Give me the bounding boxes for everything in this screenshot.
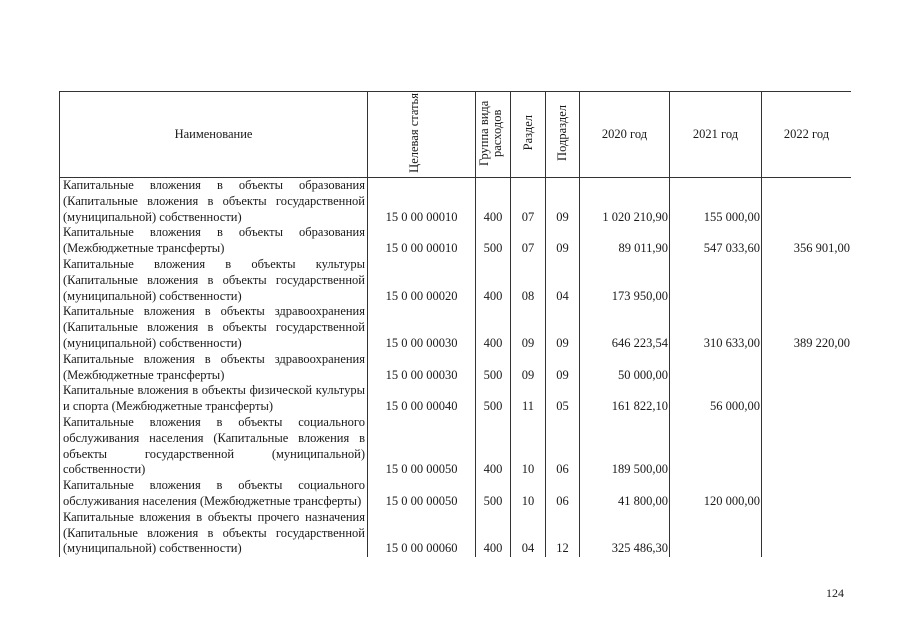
row-name: Капитальные вложения в объекты социального обслуживания населения (Межбюджетные трансферты) [60,478,368,510]
row-value-2021 [670,257,762,304]
header-name: Наименование [60,92,368,178]
row-section: 10 [511,415,546,478]
row-value-2021: 155 000,00 [670,178,762,226]
row-value-2020: 325 486,30 [580,510,670,557]
row-value-2022: 356 901,00 [762,225,852,257]
row-section: 11 [511,383,546,415]
row-expense-group: 400 [476,304,511,351]
row-subsection: 09 [546,352,580,384]
row-value-2020: 189 500,00 [580,415,670,478]
row-value-2020: 89 011,90 [580,225,670,257]
row-target-article: 15 0 00 00040 [368,383,476,415]
row-value-2020: 50 000,00 [580,352,670,384]
row-expense-group: 500 [476,352,511,384]
budget-table-sheet [59,91,851,579]
row-expense-group: 400 [476,257,511,304]
row-value-2022 [762,257,852,304]
row-section: 09 [511,352,546,384]
row-subsection: 09 [546,304,580,351]
row-target-article: 15 0 00 00050 [368,415,476,478]
row-expense-group: 400 [476,510,511,557]
row-expense-group: 500 [476,225,511,257]
table-row [60,415,852,478]
row-target-article: 15 0 00 00030 [368,352,476,384]
row-value-2022 [762,178,852,226]
row-subsection: 04 [546,257,580,304]
row-value-2020: 41 800,00 [580,478,670,510]
table-row [60,225,852,257]
row-section: 10 [511,478,546,510]
row-target-article: 15 0 00 00060 [368,510,476,557]
row-value-2021: 120 000,00 [670,478,762,510]
table-row [60,352,852,384]
row-value-2022 [762,383,852,415]
row-value-2020: 161 822,10 [580,383,670,415]
header-section: Раздел [511,92,546,178]
table-body [60,178,852,558]
page-number: 124 [826,586,844,600]
row-target-article: 15 0 00 00010 [368,225,476,257]
row-name: Капитальные вложения в объекты социального обслуживания населения (Капитальные вложения в объекты государственной (муниципальной) собственности) [60,415,368,478]
row-value-2021 [670,352,762,384]
row-expense-group: 400 [476,415,511,478]
row-section: 04 [511,510,546,557]
row-value-2021: 56 000,00 [670,383,762,415]
row-value-2022: 389 220,00 [762,304,852,351]
row-section: 09 [511,304,546,351]
header-target-article: Целевая статья [368,92,476,178]
row-value-2021 [670,510,762,557]
row-value-2022 [762,352,852,384]
table-row [60,510,852,557]
table-row [60,178,852,226]
row-name: Капитальные вложения в объекты прочего назначения (Капитальные вложения в объекты государственной (муниципальной) собственности) [60,510,368,557]
header-subsection: Подраздел [546,92,580,178]
row-expense-group: 500 [476,383,511,415]
table-header-row [60,92,852,178]
row-name: Капитальные вложения в объекты культуры (Капитальные вложения в объекты государственной (муниципальной) собственности) [60,257,368,304]
row-expense-group: 400 [476,178,511,226]
row-value-2020: 646 223,54 [580,304,670,351]
row-target-article: 15 0 00 00030 [368,304,476,351]
row-target-article: 15 0 00 00010 [368,178,476,226]
row-value-2022 [762,478,852,510]
row-name: Капитальные вложения в объекты образования (Межбюджетные трансферты) [60,225,368,257]
row-subsection: 06 [546,415,580,478]
header-year-2020: 2020 год [580,92,670,178]
table-row [60,304,852,351]
row-value-2021: 310 633,00 [670,304,762,351]
row-section: 07 [511,178,546,226]
table-row [60,383,852,415]
header-year-2022: 2022 год [762,92,852,178]
header-expense-group: Группа вида расходов [476,92,511,178]
row-name: Капитальные вложения в объекты физической культуры и спорта (Межбюджетные трансферты) [60,383,368,415]
row-name: Капитальные вложения в объекты здравоохранения (Капитальные вложения в объекты государственной (муниципальной) собственности) [60,304,368,351]
row-subsection: 09 [546,225,580,257]
header-year-2021: 2021 год [670,92,762,178]
row-target-article: 15 0 00 00050 [368,478,476,510]
row-subsection: 06 [546,478,580,510]
row-value-2022 [762,415,852,478]
row-value-2022 [762,510,852,557]
row-value-2021: 547 033,60 [670,225,762,257]
row-value-2021 [670,415,762,478]
row-section: 07 [511,225,546,257]
row-subsection: 12 [546,510,580,557]
row-value-2020: 1 020 210,90 [580,178,670,226]
table-row [60,257,852,304]
row-section: 08 [511,257,546,304]
row-subsection: 05 [546,383,580,415]
row-expense-group: 500 [476,478,511,510]
row-name: Капитальные вложения в объекты здравоохранения (Межбюджетные трансферты) [60,352,368,384]
budget-table [59,91,851,557]
table-row [60,478,852,510]
row-name: Капитальные вложения в объекты образования (Капитальные вложения в объекты государственной (муниципальной) собственности) [60,178,368,226]
row-subsection: 09 [546,178,580,226]
row-target-article: 15 0 00 00020 [368,257,476,304]
row-value-2020: 173 950,00 [580,257,670,304]
